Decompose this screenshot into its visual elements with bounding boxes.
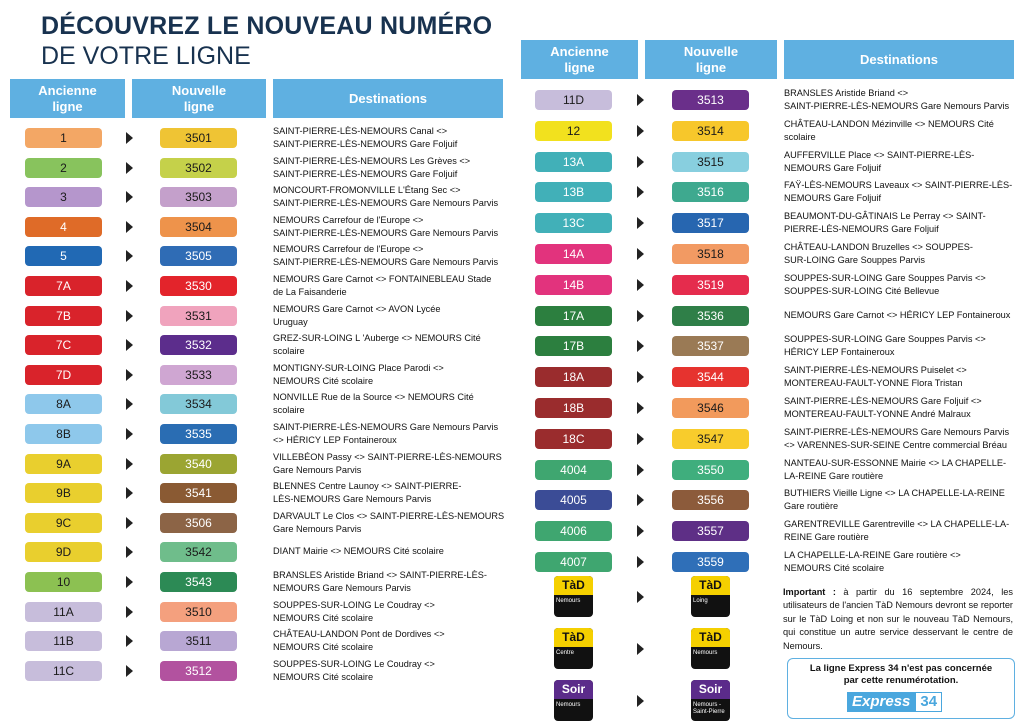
tad-badge-label: TàD: [691, 628, 730, 647]
page-title: DÉCOUVREZ LE NOUVEAU NUMÉRO: [41, 12, 493, 40]
old-line-badge: 18C: [535, 429, 612, 449]
new-line-badge: 3504: [160, 217, 237, 237]
destination-line: DIANT Mairie <> NEMOURS Cité scolaire: [273, 546, 444, 557]
destination-text: [273, 628, 513, 654]
old-line-badge: 14A: [535, 244, 612, 264]
new-line-badge: 3530: [160, 276, 237, 296]
new-tad-badge: [691, 680, 730, 721]
tad-badge-sublabel: Nemours - Saint-Pierre: [693, 702, 725, 715]
destination-line: NEMOURS Gare Foljuif: [784, 162, 881, 173]
new-line-badge: 3510: [160, 602, 237, 622]
old-line-badge: 10: [25, 572, 102, 592]
destination-line: NEMOURS Gare Carnot <> FONTAINEBLEAU Stade: [273, 274, 492, 284]
destination-line: scolaire: [784, 131, 816, 142]
destination-line: SAINT-PIERRE-LÈS-NEMOURS Gare Nemours Parvis: [273, 257, 499, 268]
table-row: [0, 548, 1024, 576]
new-line-badge: 3537: [672, 336, 749, 356]
destination-line: SAINT-PIERRE-LÈS-NEMOURS Les Grèves <>: [273, 155, 471, 166]
old-line-badge: 11C: [25, 661, 102, 681]
old-line-badge: 4007: [535, 552, 612, 572]
table-row: [0, 332, 1024, 360]
old-line-badge: 4: [25, 217, 102, 237]
destination-text: [784, 457, 1016, 483]
tad-badge-label: Soir: [691, 680, 730, 699]
arrow-right-icon: [637, 279, 644, 291]
old-line-badge: 13B: [535, 182, 612, 202]
destination-line: NEMOURS Gare Foljuif: [784, 193, 881, 204]
table-row: [0, 240, 1024, 268]
destination-line: SOUPPES-SUR-LOING Le Coudray <>: [273, 599, 435, 610]
destination-line: NEMOURS Cité scolaire: [273, 612, 374, 623]
new-line-badge: 3501: [160, 128, 237, 148]
new-line-badge: 3517: [672, 213, 749, 233]
header-new-line-right: Nouvelle ligne: [645, 40, 777, 79]
destination-line: SUR-LOING Gare Souppes Parvis: [784, 255, 925, 265]
destination-line: NEMOURS Gare Nemours Parvis: [273, 583, 411, 593]
table-row: [0, 86, 1024, 114]
arrow-right-icon: [637, 310, 644, 322]
destination-line: NEMOURS Cité scolaire: [784, 563, 885, 573]
arrow-right-icon: [637, 494, 644, 506]
destination-text: [784, 241, 1016, 267]
table-row: [0, 117, 1024, 145]
old-tad-badge: [554, 576, 593, 617]
table-row: [0, 302, 1024, 330]
destination-text: [784, 87, 1016, 113]
destination-line: SAINT-PIERRE-LÈS-NEMOURS Gare Foljuif: [273, 168, 458, 179]
destination-line: Gare Nemours Parvis: [273, 464, 362, 475]
express-box: [787, 658, 1015, 719]
table-row: [0, 178, 1024, 206]
destination-line: scolaire: [273, 405, 305, 416]
new-line-badge: 3559: [672, 552, 749, 572]
arrow-right-icon: [637, 217, 644, 229]
new-line-badge: 3505: [160, 246, 237, 266]
new-line-badge: 3512: [160, 661, 237, 681]
new-line-badge: 3531: [160, 306, 237, 326]
destination-line: BRANSLES Aristide Briand <> SAINT-PIERRE-LÈS-: [273, 570, 487, 580]
table-row: [0, 456, 1024, 484]
destination-line: SAINT-PIERRE-LÈS-NEMOURS Gare Nemours Parvis: [784, 101, 1010, 111]
arrow-right-icon: [637, 186, 644, 198]
destination-line: MONTEREAU-FAULT-YONNE André Malraux: [784, 409, 971, 419]
header-old-line-right: Ancienne ligne: [521, 40, 638, 79]
arrow-right-icon: [637, 525, 644, 537]
table-row: [0, 394, 1024, 422]
tad-badge-label: TàD: [691, 576, 730, 595]
table-row: [0, 486, 1024, 514]
old-line-badge: 13A: [535, 152, 612, 172]
arrow-right-icon: [637, 695, 644, 707]
tad-badge-label: Soir: [554, 680, 593, 699]
destination-line: NANTEAU-SUR-ESSONNE Mairie <> LA CHAPELLE-: [784, 457, 1007, 468]
destination-line: NEMOURS Carrefour de l'Europe <>: [273, 214, 424, 225]
destination-line: SAINT-PIERRE-LÈS-NEMOURS Gare Foljuif <>: [784, 396, 982, 406]
arrow-right-icon: [126, 576, 133, 588]
destination-line: SOUPPES-SUR-LOING Gare Souppes Parvis <>: [784, 272, 986, 283]
new-line-badge: 3533: [160, 365, 237, 385]
new-line-badge: 3546: [672, 398, 749, 418]
destination-line: Gare routière: [784, 501, 839, 512]
destination-line: CHÂTEAU-LANDON Pont de Dordives <>: [273, 629, 445, 640]
old-line-badge: 11A: [25, 602, 102, 622]
new-tad-badge: [691, 576, 730, 617]
arrow-right-icon: [637, 371, 644, 383]
destination-text: [784, 395, 1016, 421]
old-line-badge: 8A: [25, 394, 102, 414]
new-line-badge: 3547: [672, 429, 749, 449]
destination-line: NEMOURS Cité scolaire: [273, 642, 374, 653]
new-line-badge: 3535: [160, 424, 237, 444]
destination-text: [784, 364, 1016, 390]
new-line-badge: 3513: [672, 90, 749, 110]
destination-line: <> VARENNES-SUR-SEINE Centre commercial Bréau: [784, 439, 1007, 450]
header-old-line-left: Ancienne ligne: [10, 79, 125, 118]
destination-line: MONTEREAU-FAULT-YONNE Flora Tristan: [784, 378, 963, 389]
tad-badge-sublabel: Nemours: [556, 702, 581, 708]
old-line-badge: 5: [25, 246, 102, 266]
new-line-badge: 3544: [672, 367, 749, 387]
old-line-badge: 4005: [535, 490, 612, 510]
new-line-badge: 3514: [672, 121, 749, 141]
table-row: [0, 271, 1024, 299]
destination-text: [784, 210, 1016, 236]
destination-line: BRANSLES Aristide Briand <>: [784, 88, 909, 98]
destination-line: de La Faisanderie: [273, 287, 347, 297]
express-34-logo: Express 34: [847, 692, 942, 712]
destination-line: SAINT-PIERRE-LÈS-NEMOURS Gare Foljuif: [273, 139, 458, 149]
destination-line: NEMOURS Gare Carnot <> AVON Lycée: [273, 303, 441, 314]
destination-line: SOUPPES-SUR-LOING Gare Souppes Parvis <>: [784, 334, 986, 345]
arrow-right-icon: [637, 156, 644, 168]
old-line-badge: 7C: [25, 335, 102, 355]
destination-line: BUTHIERS Vieille Ligne <> LA CHAPELLE-LA-REINE: [784, 488, 1005, 499]
tad-badge-sublabel: Loing: [693, 598, 708, 604]
destination-line: SOUPPES-SUR-LOING Le Coudray <>: [273, 658, 435, 669]
arrow-right-icon: [126, 635, 133, 647]
arrow-right-icon: [637, 433, 644, 445]
new-line-badge: 3536: [672, 306, 749, 326]
destination-line: NEMOURS Cité scolaire: [273, 671, 374, 682]
destination-line: REINE Gare routière: [784, 532, 869, 543]
destination-text: [273, 658, 513, 684]
tad-badge-sublabel: Nemours: [556, 598, 581, 604]
destination-line: PIERRE-LÈS-NEMOURS Gare Foljuif: [784, 224, 939, 235]
arrow-right-icon: [637, 402, 644, 414]
destination-line: NEMOURS Carrefour de l'Europe <>: [273, 244, 424, 255]
arrow-right-icon: [637, 556, 644, 568]
tad-badge-label: TàD: [554, 576, 593, 595]
destination-text: [784, 309, 1016, 322]
destination-line: SOUPPES-SUR-LOING Cité Bellevue: [784, 285, 940, 296]
old-line-badge: 7D: [25, 365, 102, 385]
old-line-badge: 9B: [25, 483, 102, 503]
destination-line: Uruguay: [273, 316, 308, 327]
destination-line: LÈS-NEMOURS Gare Nemours Parvis: [273, 494, 432, 505]
destination-line: SAINT-PIERRE-LÈS-NEMOURS Gare Nemours Parvis: [273, 227, 499, 238]
destination-line: FAŸ-LÈS-NEMOURS Laveaux <> SAINT-PIERRE-LÈS-: [784, 180, 1013, 191]
old-line-badge: 1: [25, 128, 102, 148]
new-line-badge: 3557: [672, 521, 749, 541]
old-line-badge: 13C: [535, 213, 612, 233]
table-row: [0, 363, 1024, 391]
destination-line: LA-REINE Gare routière: [784, 470, 884, 481]
destination-line: SAINT-PIERRE-LÈS-NEMOURS Gare Nemours Parvis: [273, 198, 499, 209]
new-line-badge: 3503: [160, 187, 237, 207]
destination-line: scolaire: [273, 346, 305, 357]
destination-line: HÉRICY LEP Fontaineroux: [784, 347, 895, 358]
new-line-badge: 3540: [160, 454, 237, 474]
new-line-badge: 3532: [160, 335, 237, 355]
destination-line: AUFFERVILLE Place <> SAINT-PIERRE-LÈS-: [784, 149, 975, 160]
page-subtitle: DE VOTRE LIGNE: [41, 42, 251, 70]
destination-text: [273, 599, 513, 625]
new-line-badge: 3518: [672, 244, 749, 264]
arrow-right-icon: [637, 464, 644, 476]
header-new-line-left: Nouvelle ligne: [132, 79, 266, 118]
new-line-badge: 3543: [160, 572, 237, 592]
arrow-right-icon: [126, 665, 133, 677]
old-line-badge: 7B: [25, 306, 102, 326]
table-row: [0, 209, 1024, 237]
tad-badge-label: TàD: [554, 628, 593, 647]
destination-line: Gare Nemours Parvis: [273, 523, 362, 534]
destination-line: VILLEBÉON Passy <> SAINT-PIERRE-LÈS-NEMOURS: [273, 451, 502, 462]
new-line-badge: 3515: [672, 152, 749, 172]
destination-line: MONCOURT-FROMONVILLE L'Étang Sec <>: [273, 185, 461, 196]
destination-line: SAINT-PIERRE-LÈS-NEMOURS Puiselet <>: [784, 365, 967, 376]
new-line-badge: 3550: [672, 460, 749, 480]
new-line-badge: 3519: [672, 275, 749, 295]
destination-line: NEMOURS Gare Carnot <> HÉRICY LEP Fontaineroux: [784, 309, 1011, 320]
old-line-badge: 11D: [535, 90, 612, 110]
old-tad-badge: [554, 680, 593, 721]
destination-text: [784, 426, 1016, 452]
old-line-badge: 4004: [535, 460, 612, 480]
old-line-badge: 2: [25, 158, 102, 178]
destination-line: BEAUMONT-DU-GÂTINAIS Le Perray <> SAINT-: [784, 211, 986, 222]
header-destinations-left: Destinations: [273, 79, 503, 118]
arrow-right-icon: [637, 591, 644, 603]
old-line-badge: 14B: [535, 275, 612, 295]
old-line-badge: 11B: [25, 631, 102, 651]
destination-line: BLENNES Centre Launoy <> SAINT-PIERRE-: [273, 481, 462, 492]
old-line-badge: 17A: [535, 306, 612, 326]
destination-line: MONTIGNY-SUR-LOING Place Parodi <>: [273, 362, 444, 373]
destination-line: <> HÉRICY LEP Fontaineroux: [273, 435, 397, 445]
new-line-badge: 3516: [672, 182, 749, 202]
old-line-badge: 9C: [25, 513, 102, 533]
destination-line: LA CHAPELLE-LA-REINE Gare routière <>: [784, 550, 961, 560]
tad-badge-sublabel: Nemours: [693, 650, 718, 656]
new-line-badge: 3542: [160, 542, 237, 562]
new-line-badge: 3506: [160, 513, 237, 533]
destination-line: NEMOURS Cité scolaire: [273, 375, 374, 386]
arrow-right-icon: [637, 94, 644, 106]
header-destinations-right: Destinations: [784, 40, 1014, 79]
new-line-badge: 3511: [160, 631, 237, 651]
tad-badge-sublabel: Centre: [556, 650, 575, 656]
old-line-badge: 12: [535, 121, 612, 141]
old-line-badge: 17B: [535, 336, 612, 356]
old-line-badge: 9D: [25, 542, 102, 562]
destination-line: SAINT-PIERRE-LÈS-NEMOURS Canal <>: [273, 126, 448, 136]
destination-line: GREZ-SUR-LOING L 'Auberge <> NEMOURS Cité: [273, 333, 481, 344]
old-line-badge: 4006: [535, 521, 612, 541]
destination-line: CHÂTEAU-LANDON Bruzelles <> SOUPPES-: [784, 242, 973, 252]
arrow-right-icon: [126, 606, 133, 618]
destination-line: NONVILLE Rue de la Source <> NEMOURS Cité: [273, 392, 474, 403]
arrow-right-icon: [637, 248, 644, 260]
destination-line: DARVAULT Le Clos <> SAINT-PIERRE-LÈS-NEMOURS: [273, 510, 505, 521]
old-tad-badge: [554, 628, 593, 669]
new-tad-badge: [691, 628, 730, 669]
destination-text: [784, 549, 1016, 575]
arrow-right-icon: [637, 125, 644, 137]
destination-text: [784, 333, 1016, 359]
destination-text: [784, 272, 1016, 298]
destination-line: SAINT-PIERRE-LÈS-NEMOURS Gare Nemours Parvis: [784, 426, 1010, 437]
express-text: La ligne Express 34 n'est pas concernée par cette renumérotation.: [809, 663, 993, 686]
new-line-badge: 3534: [160, 394, 237, 414]
new-line-badge: 3502: [160, 158, 237, 178]
destination-text: [784, 149, 1016, 175]
table-row: [0, 425, 1024, 453]
destination-text: [784, 487, 1016, 513]
arrow-right-icon: [637, 643, 644, 655]
new-line-badge: 3556: [672, 490, 749, 510]
destination-text: [784, 179, 1016, 205]
old-line-badge: 9A: [25, 454, 102, 474]
table-row: [0, 148, 1024, 176]
arrow-right-icon: [637, 340, 644, 352]
destination-line: SAINT-PIERRE-LÈS-NEMOURS Gare Nemours Parvis: [273, 422, 499, 432]
destination-line: CHÂTEAU-LANDON Mézinville <> NEMOURS Cité: [784, 118, 994, 129]
table-row: [0, 517, 1024, 545]
old-line-badge: 18A: [535, 367, 612, 387]
old-line-badge: 8B: [25, 424, 102, 444]
destination-text: [784, 518, 1016, 544]
old-line-badge: 18B: [535, 398, 612, 418]
destination-text: [784, 118, 1016, 144]
destination-line: GARENTREVILLE Garentreville <> LA CHAPELLE-LA-: [784, 519, 1010, 530]
important-note: Important : à partir du 16 septembre 2024, les utilisateurs de l'ancien TàD Nemours devront se reporter sur le TàD Loing et non sur le nouveau TàD Nemours, qui constitue un autre service desservant le centre de Nemours.: [783, 587, 1013, 651]
old-line-badge: 7A: [25, 276, 102, 296]
old-line-badge: 3: [25, 187, 102, 207]
new-line-badge: 3541: [160, 483, 237, 503]
